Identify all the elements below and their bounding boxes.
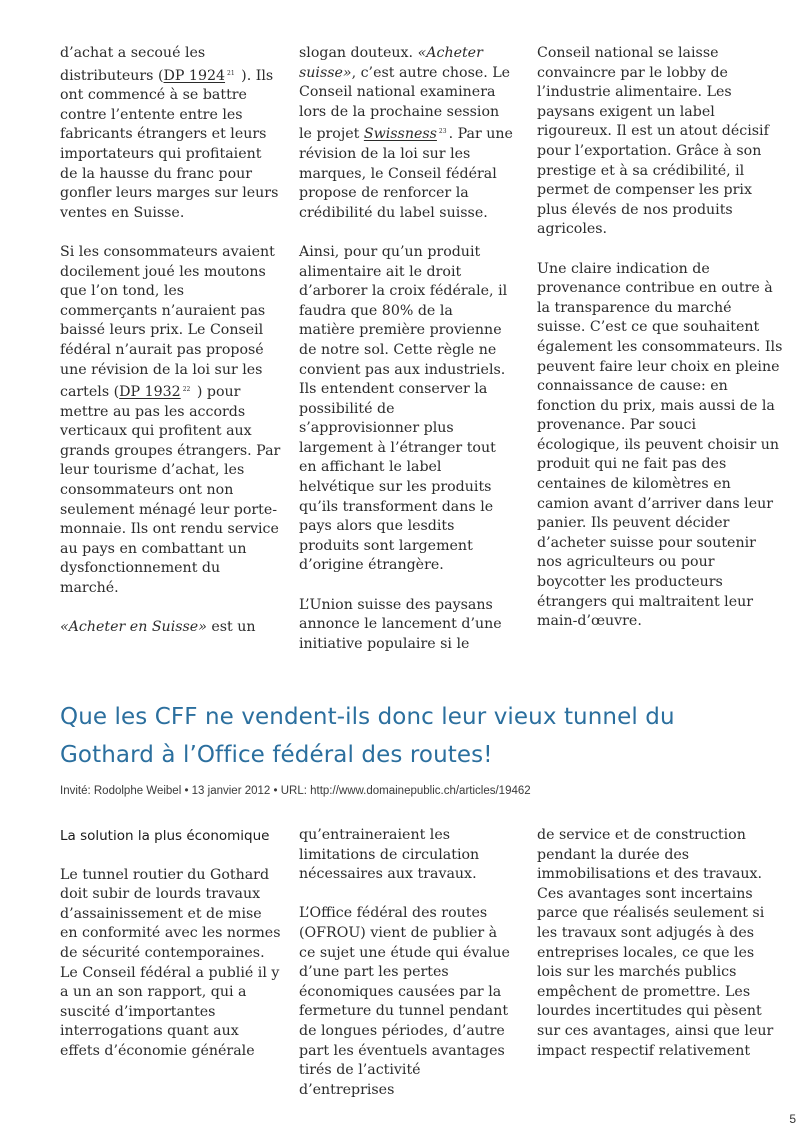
article2-col2-paragraph-1: qu’entraineraient les limitations de circulation nécessaires aux travaux. [299,827,480,883]
link-swissness[interactable]: Swissness [363,126,437,143]
article2-column-1 [60,826,282,1062]
footnote-21[interactable]: 21 [227,69,235,77]
article2-subheading: La solution la plus économique [60,828,270,844]
article1-column-1 [60,44,282,638]
article1-col1-paragraph-1: d’achat a secoué les distributeurs (DP 1924 $^{21}$ ). Ils ont commencé à se battre contre l’entente entre les fabricants étrangers et leurs importateurs qui profitaient de la hausse du franc pour gonfler leurs marges sur leurs ventes en Suisse. [60,45,279,221]
article2-col2-paragraph-2: L’Office fédéral des routes (OFROU) vient de publier à ce sujet une étude qui évalue d’une part les pertes économiques causées par la fermeture du tunnel pendant de longues périodes, d’autre part les éventuels avantages tirés de l’activité d’entreprises [299,905,510,1098]
article1-column-3 [537,44,783,632]
article2-col1-paragraph-1: Le tunnel routier du Gothard doit subir de lourds travaux d’assainissement et de mise en conformité avec les normes de sécurité contemporaines. Le Conseil fédéral a publié il y a un an son rapport, qui a suscité d’importantes interrogations quant aux effets d’économie générale [60,866,281,1059]
article2-byline: Invité: Rodolphe Weibel • 13 janvier 2012 • URL: http://www.domainepublic.ch/articles/19462 [60,785,531,797]
footnote-22[interactable]: 22 [182,386,191,394]
article1-col3-paragraph-2: Une claire indication de provenance contribue en outre à la transparence du marché suisse. C’est ce que souhaitent également les consommateurs. Ils peuvent faire leur choix en pleine connaissance de cause: en fonction du prix, mais aussi de la provenance. Par souci écologique, ils peuvent choisir un produit qui ne fait pas des centaines de kilomètres en camion avant d’arriver dans leur panier. Ils peuvent décider d’acheter suisse pour soutenir nos agriculteurs ou pour boycotter les producteurs étrangers qui maltraitent leur main-d’œuvre. [537,260,783,630]
link-dp-1924[interactable]: DP 1924 [163,67,226,84]
link-dp-1932[interactable]: DP 1932 [119,384,181,401]
article2-column-3 [537,826,783,1061]
article1-col1-paragraph-3: «Acheter en Suisse» est un [60,619,256,636]
article1-col2-paragraph-2: Ainsi, pour qu’un produit alimentaire ait le droit d’arborer la croix fédérale, il faudra que 80% de la matière première provienne de notre sol. Cette règle ne convient pas aux industriels. Ils entendent conserver la possibilité de s’approvisionner plus largement à l’étranger tout en affichant le label helvétique sur les produits qu’ils transforment dans le pays alors que lesdits produits sont largement d’origine étrangère. [299,243,508,574]
article1-col1-paragraph-2: Si les consommateurs avaient docilement joué les moutons que l’on tond, les commerçants n’auraient pas baissé leurs prix. Le Conseil fédéral n’aurait pas proposé une révision de la loi sur les cartels (DP 1932 $^{22}$ ) pour mettre au pas les accords verticaux qui profitent aux grands groupes étrangers. Par leur tourisme d’achat, les consommateurs ont non seulement ménagé leur porte-monnaie. Ils ont rendu service au pays en combattant un dysfonctionnement du marché. [60,243,281,597]
article1-column-2 [299,44,513,654]
page-number: 5 [789,1112,796,1126]
article2-column-2 [299,826,513,1100]
article1-col2-paragraph-1: slogan douteux. «Acheter suisse», c’est autre chose. Le Conseil national examinera lors de la prochaine session le projet Swissness $^{23}$ . Par une révision de la loi sur les marques, le Conseil fédéral propose de renforcer la crédibilité du label suisse. [299,45,513,221]
article1-col3-paragraph-1: Conseil national se laisse convaincre par le lobby de l’industrie alimentaire. Les paysans exigent un label rigoureux. Il est un atout décisif pour l’exportation. Grâce à son prestige et à sa crédibilité, il permet de compenser les prix plus élevés de nos produits agricoles. [537,45,769,238]
footnote-23[interactable]: 23 [438,128,447,136]
article2-title: Que les CFF ne vendent-ils donc leur vieux tunnel du Gothard à l’Office fédéral des routes! [60,704,675,768]
article1-col2-paragraph-3: L’Union suisse des paysans annonce le lancement d’une initiative populaire si le [299,596,502,652]
article2-col3-paragraph-1: de service et de construction pendant la durée des immobilisations et des travaux. Ces avantages sont incertains parce que réalisés seulement si les travaux sont adjugés à des entreprises locales, ce que les lois sur les marchés publics empêchent de promettre. Les lourdes incertitudes qui pèsent sur ces avantages, ainsi que leur impact respectif relativement [537,827,774,1059]
